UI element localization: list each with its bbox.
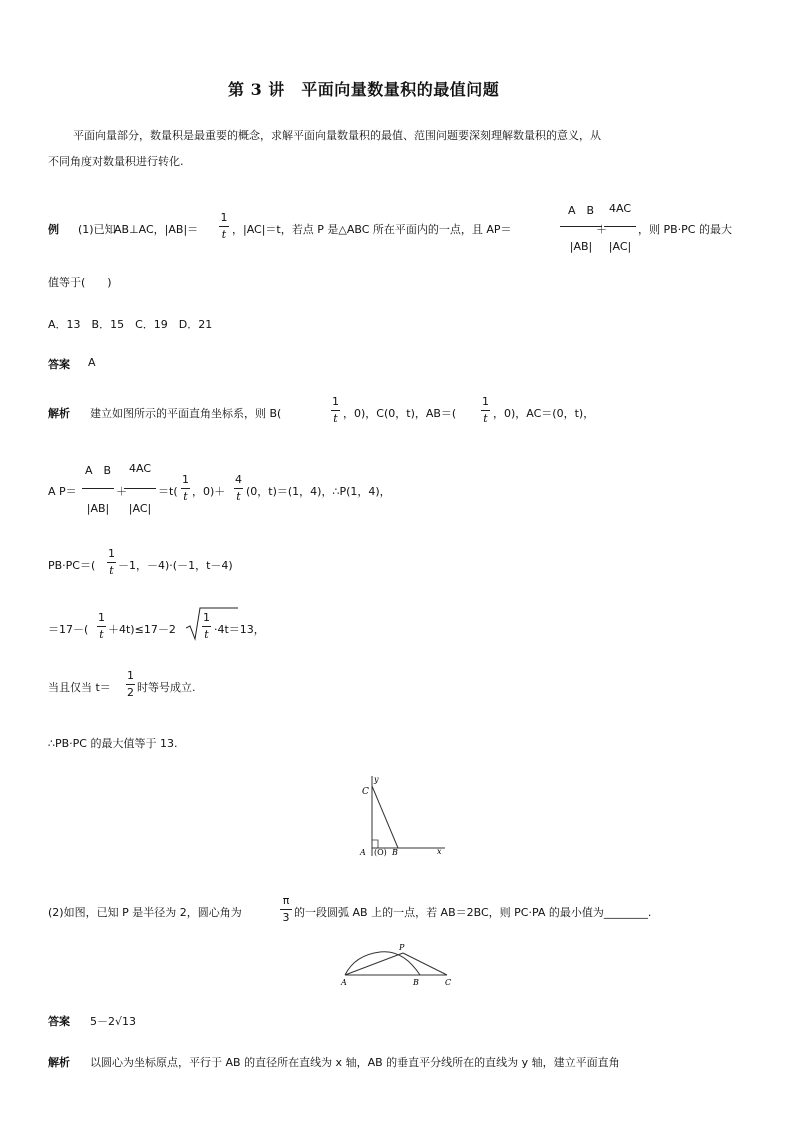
example1-question-e: ，则 PB·PC 的最大 — [638, 223, 732, 236]
segment-cb — [372, 786, 398, 848]
fraction-numerator: 1 — [203, 611, 210, 624]
example-label: 例 — [48, 223, 59, 236]
label-c: C — [362, 787, 369, 797]
fraction-numerator: 1 — [108, 547, 115, 560]
equation-2-b: ＋ — [116, 485, 127, 498]
fraction-denominator: t — [333, 412, 338, 425]
example2-question-a: (2)如图，已知 P 是半径为 2，圆心角为 — [48, 906, 242, 919]
answer-label: 答案 — [48, 358, 70, 371]
analysis-line-1a: 建立如图所示的平面直角坐标系，则 B( — [90, 407, 282, 420]
fraction-bar — [331, 410, 340, 411]
fraction-numerator: π — [282, 894, 290, 907]
page-title: 第 3 讲 平面向量数量积的最值问题 — [228, 80, 500, 99]
fraction-denominator: t — [483, 412, 488, 425]
fraction-bar — [280, 909, 292, 910]
fraction-denominator: t — [204, 628, 209, 641]
equation-3-a: PB·PC＝( — [48, 559, 96, 572]
fraction-denominator: t — [99, 628, 104, 641]
label-a: A — [360, 848, 366, 857]
plus-sign: ＋ — [596, 223, 607, 236]
fraction-bar — [181, 488, 190, 489]
fraction-denominator: 2 — [127, 686, 134, 699]
equation-5-b: 时等号成立. — [137, 681, 196, 694]
fraction-bar — [481, 410, 490, 411]
fraction-numerator: 1 — [182, 473, 189, 486]
answer-label: 答案 — [48, 1015, 70, 1028]
fraction-denominator: |AC| — [608, 240, 632, 253]
label-c: C — [445, 978, 452, 987]
equation-2-d: ，0)＋ — [192, 485, 226, 498]
fraction-denominator: t — [183, 490, 188, 503]
analysis-line-1c: ，0)，AC＝(0，t)， — [493, 407, 595, 420]
segment-pc — [403, 953, 447, 975]
answer-options: A．13 B．15 C．19 D．21 — [48, 318, 213, 331]
label-b: B — [392, 848, 398, 857]
fraction-numerator: 1 — [127, 669, 134, 682]
example1-question-b: AB⊥AC，|AB|＝ — [114, 223, 199, 236]
arc-ab — [345, 952, 420, 975]
fraction-numerator: A B — [84, 464, 112, 477]
equation-2-c: ＝t( — [158, 485, 178, 498]
analysis-label: 解析 — [48, 1056, 70, 1069]
analysis-text: 以圆心为坐标原点，平行于 AB 的直径所在直线为 x 轴，AB 的垂直平分线所在的直线为 y 轴，建立平面直角 — [90, 1056, 620, 1069]
fraction-denominator: |AB| — [86, 502, 110, 515]
fraction-bar — [82, 488, 114, 489]
fraction-denominator: |AC| — [128, 502, 152, 515]
right-angle-mark — [372, 840, 378, 848]
fraction-denominator: t — [109, 564, 114, 577]
equation-4-b: ＋4t)≤17－2 — [108, 623, 176, 636]
label-o: (O) — [374, 848, 387, 857]
fraction-bar — [604, 226, 636, 227]
label-b: B — [413, 978, 419, 987]
intro-line-1: 平面向量部分，数量积是最重要的概念，求解平面向量数量积的最值、范围问题要深刻理解数量积的意义，从 — [73, 129, 601, 142]
segment-pa — [345, 953, 403, 975]
fraction-bar — [107, 562, 116, 563]
fraction-numerator: A B — [567, 204, 595, 217]
fraction-bar — [97, 626, 106, 627]
fraction-denominator: 3 — [282, 911, 290, 924]
fraction-numerator: 4 — [235, 473, 242, 486]
fraction-denominator: |AB| — [569, 240, 593, 253]
fraction-numerator: 1 — [482, 395, 489, 408]
fraction-denominator: t — [236, 490, 241, 503]
label-y: y — [374, 775, 379, 784]
example1-question-c: ，|AC|＝t，若点 P 是△ABC 所在平面内的一点，且 AP＝ — [232, 223, 512, 236]
example1-question-a: (1)已知 — [78, 223, 116, 236]
label-x: x — [437, 847, 442, 856]
analysis-line-1b: ，0)，C(0，t)，AB＝( — [343, 407, 457, 420]
fraction-denominator: t — [221, 228, 227, 241]
answer-value: 5－2√13 — [90, 1015, 137, 1028]
conclusion: ∴PB·PC 的最大值等于 13. — [48, 737, 178, 750]
fraction-numerator: 1 — [98, 611, 105, 624]
figure-triangle-coordinate — [350, 772, 450, 862]
fraction-bar — [124, 488, 156, 489]
equation-3-b: －1，－4)·(－1，t－4) — [118, 559, 233, 572]
label-p: P — [399, 943, 405, 952]
fraction-bar — [126, 684, 135, 685]
equation-2-a: A P＝ — [48, 485, 77, 498]
intro-line-2: 不同角度对数量积进行转化. — [48, 155, 184, 168]
fraction-numerator: 1 — [332, 395, 339, 408]
fraction-bar — [202, 626, 211, 627]
fraction-bar — [219, 226, 229, 227]
equation-5-a: 当且仅当 t＝ — [48, 681, 111, 694]
figure-arc — [335, 940, 460, 992]
equation-4-a: ＝17－( — [48, 623, 89, 636]
fraction-numerator: 1 — [220, 211, 228, 224]
example2-question-b: 的一段圆弧 AB 上的一点，若 AB＝2BC，则 PC·PA 的最小值为________. — [294, 906, 652, 919]
analysis-label: 解析 — [48, 407, 70, 420]
example1-question-line2: 值等于( ) — [48, 276, 112, 289]
fraction-numerator: 4AC — [608, 202, 631, 215]
answer-value: A — [88, 356, 96, 369]
equation-2-e: (0，t)＝(1，4)，∴P(1，4)， — [246, 485, 391, 498]
label-a: A — [341, 978, 347, 987]
equation-4-c: ·4t＝13， — [214, 623, 265, 636]
fraction-bar — [234, 488, 243, 489]
fraction-numerator: 4AC — [128, 462, 151, 475]
